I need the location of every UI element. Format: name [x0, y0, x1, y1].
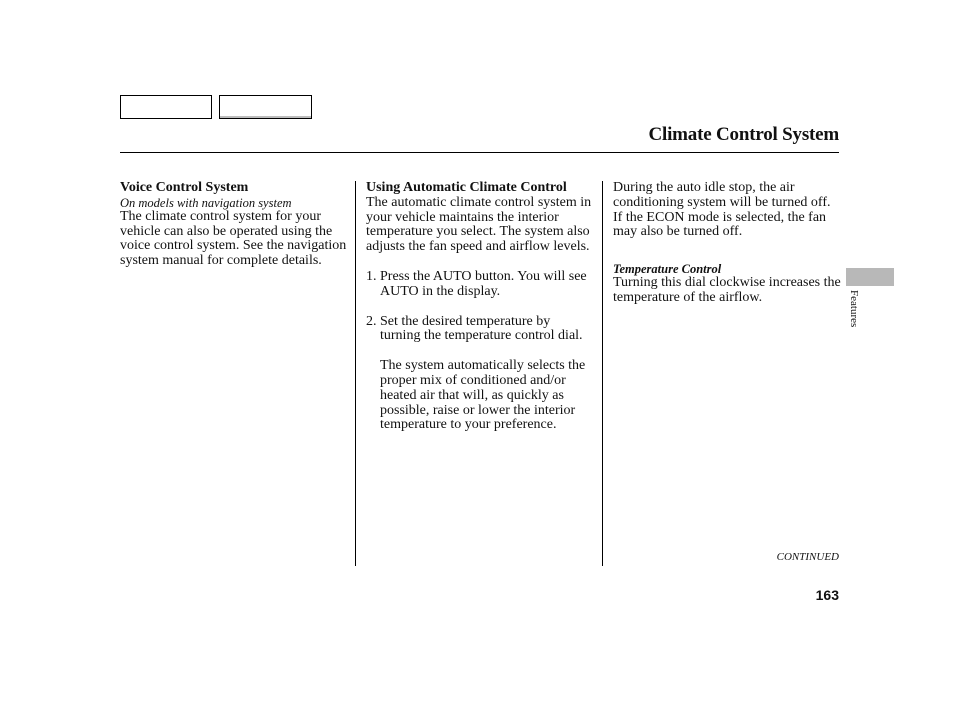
section-tab-label: Features	[848, 290, 860, 328]
step-number: 2.	[366, 313, 377, 329]
step-item	[366, 315, 594, 345]
step-text: Set the desired temperature by turning the temperature control dial.	[380, 313, 583, 344]
voice-control-heading: Voice Control System	[120, 180, 249, 195]
auto-climate-intro: The automatic climate control system in your vehicle maintains the interior temperature you select. The system also adjusts the fan speed and airflow levels.	[366, 194, 592, 255]
column-divider	[602, 181, 603, 566]
section-tab	[846, 268, 894, 286]
step-item	[366, 270, 594, 300]
continued-label: CONTINUED	[776, 551, 839, 563]
auto-climate-heading: Using Automatic Climate Control	[366, 180, 567, 195]
step-number: 1.	[366, 268, 377, 284]
voice-control-body: The climate control system for your vehicle can also be operated using the voice control system. See the navigation system manual for complete details.	[120, 208, 347, 269]
middle-column	[366, 181, 594, 433]
voice-control-subheading: On models with navigation system	[120, 195, 292, 210]
next-page-button[interactable]	[219, 95, 312, 119]
page-title: Climate Control System	[648, 124, 839, 145]
temperature-control-body: Turning this dial clockwise increases the temperature of the airflow.	[613, 275, 841, 305]
auto-climate-note: The system automatically selects the proper mix of conditioned and/or heated air that will, as quickly as possible, raise or lower the interior temperature to your preference.	[380, 358, 586, 433]
left-column	[120, 181, 348, 269]
idle-stop-text: During the auto idle stop, the air conditioning system will be turned off. If the ECON mode is selected, the fan may also be turned off.	[613, 180, 831, 240]
temperature-control-subheading: Temperature Control	[613, 262, 722, 277]
step-text: Press the AUTO button. You will see AUTO in the display.	[380, 268, 587, 299]
right-column	[613, 181, 841, 306]
page-number: 163	[815, 587, 839, 603]
previous-page-button[interactable]	[120, 95, 212, 119]
header-divider	[120, 152, 839, 153]
column-divider	[355, 181, 356, 566]
